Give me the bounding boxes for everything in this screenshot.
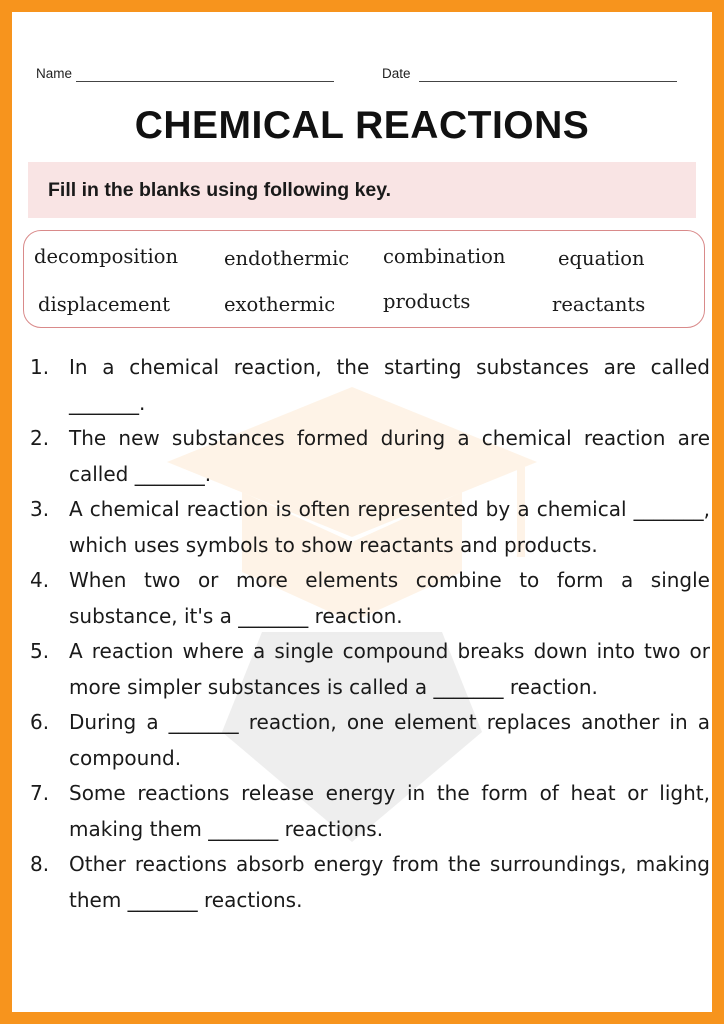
name-blank-line[interactable] <box>76 67 334 82</box>
question-number: 7. <box>30 781 50 805</box>
question-item <box>24 776 710 847</box>
word-bank-item: products <box>383 290 471 313</box>
date-field[interactable] <box>382 66 677 82</box>
word-bank <box>23 230 705 328</box>
header-fields <box>36 58 688 88</box>
question-list <box>24 350 710 918</box>
question-text: During a _______ reaction, one element replaces another in a compound. <box>69 710 710 770</box>
word-bank-item: displacement <box>38 293 170 316</box>
question-item <box>24 847 710 918</box>
question-item <box>24 492 710 563</box>
question-text: In a chemical reaction, the starting substances are called _______. <box>69 355 710 415</box>
question-number: 4. <box>30 568 50 592</box>
question-number: 5. <box>30 639 50 663</box>
question-item <box>24 634 710 705</box>
question-text: When two or more elements combine to form a single substance, it's a _______ reaction. <box>69 568 710 628</box>
question-number: 2. <box>30 426 50 450</box>
question-item <box>24 563 710 634</box>
word-bank-item: reactants <box>552 293 646 316</box>
date-blank-line[interactable] <box>419 67 677 82</box>
page-title: CHEMICAL REACTIONS <box>134 104 590 147</box>
question-text: A reaction where a single compound breaks down into two or more simpler substances is called a _______ reaction. <box>69 639 710 699</box>
question-text: Some reactions release energy in the form of heat or light, making them _______ reactions. <box>69 781 710 841</box>
question-number: 3. <box>30 497 50 521</box>
question-text: Other reactions absorb energy from the surroundings, making them _______ reactions. <box>69 852 710 912</box>
question-number: 1. <box>30 355 50 379</box>
word-bank-item: decomposition <box>34 245 179 268</box>
question-text: A chemical reaction is often represented by a chemical _______, which uses symbols to show reactants and products. <box>69 497 710 557</box>
question-text: The new substances formed during a chemical reaction are called _______. <box>69 426 710 486</box>
instructions-text: Fill in the blanks using following key. <box>48 178 392 201</box>
word-bank-item: exothermic <box>224 293 336 316</box>
question-item <box>24 421 710 492</box>
question-item <box>24 705 710 776</box>
question-number: 6. <box>30 710 50 734</box>
word-bank-item: combination <box>383 245 506 268</box>
question-item <box>24 350 710 421</box>
name-field[interactable] <box>36 66 334 82</box>
date-label: Date <box>382 66 411 81</box>
word-bank-item: equation <box>558 247 645 270</box>
question-number: 8. <box>30 852 50 876</box>
word-bank-item: endothermic <box>224 247 350 270</box>
instructions-banner <box>28 162 696 218</box>
name-label: Name <box>36 66 73 81</box>
